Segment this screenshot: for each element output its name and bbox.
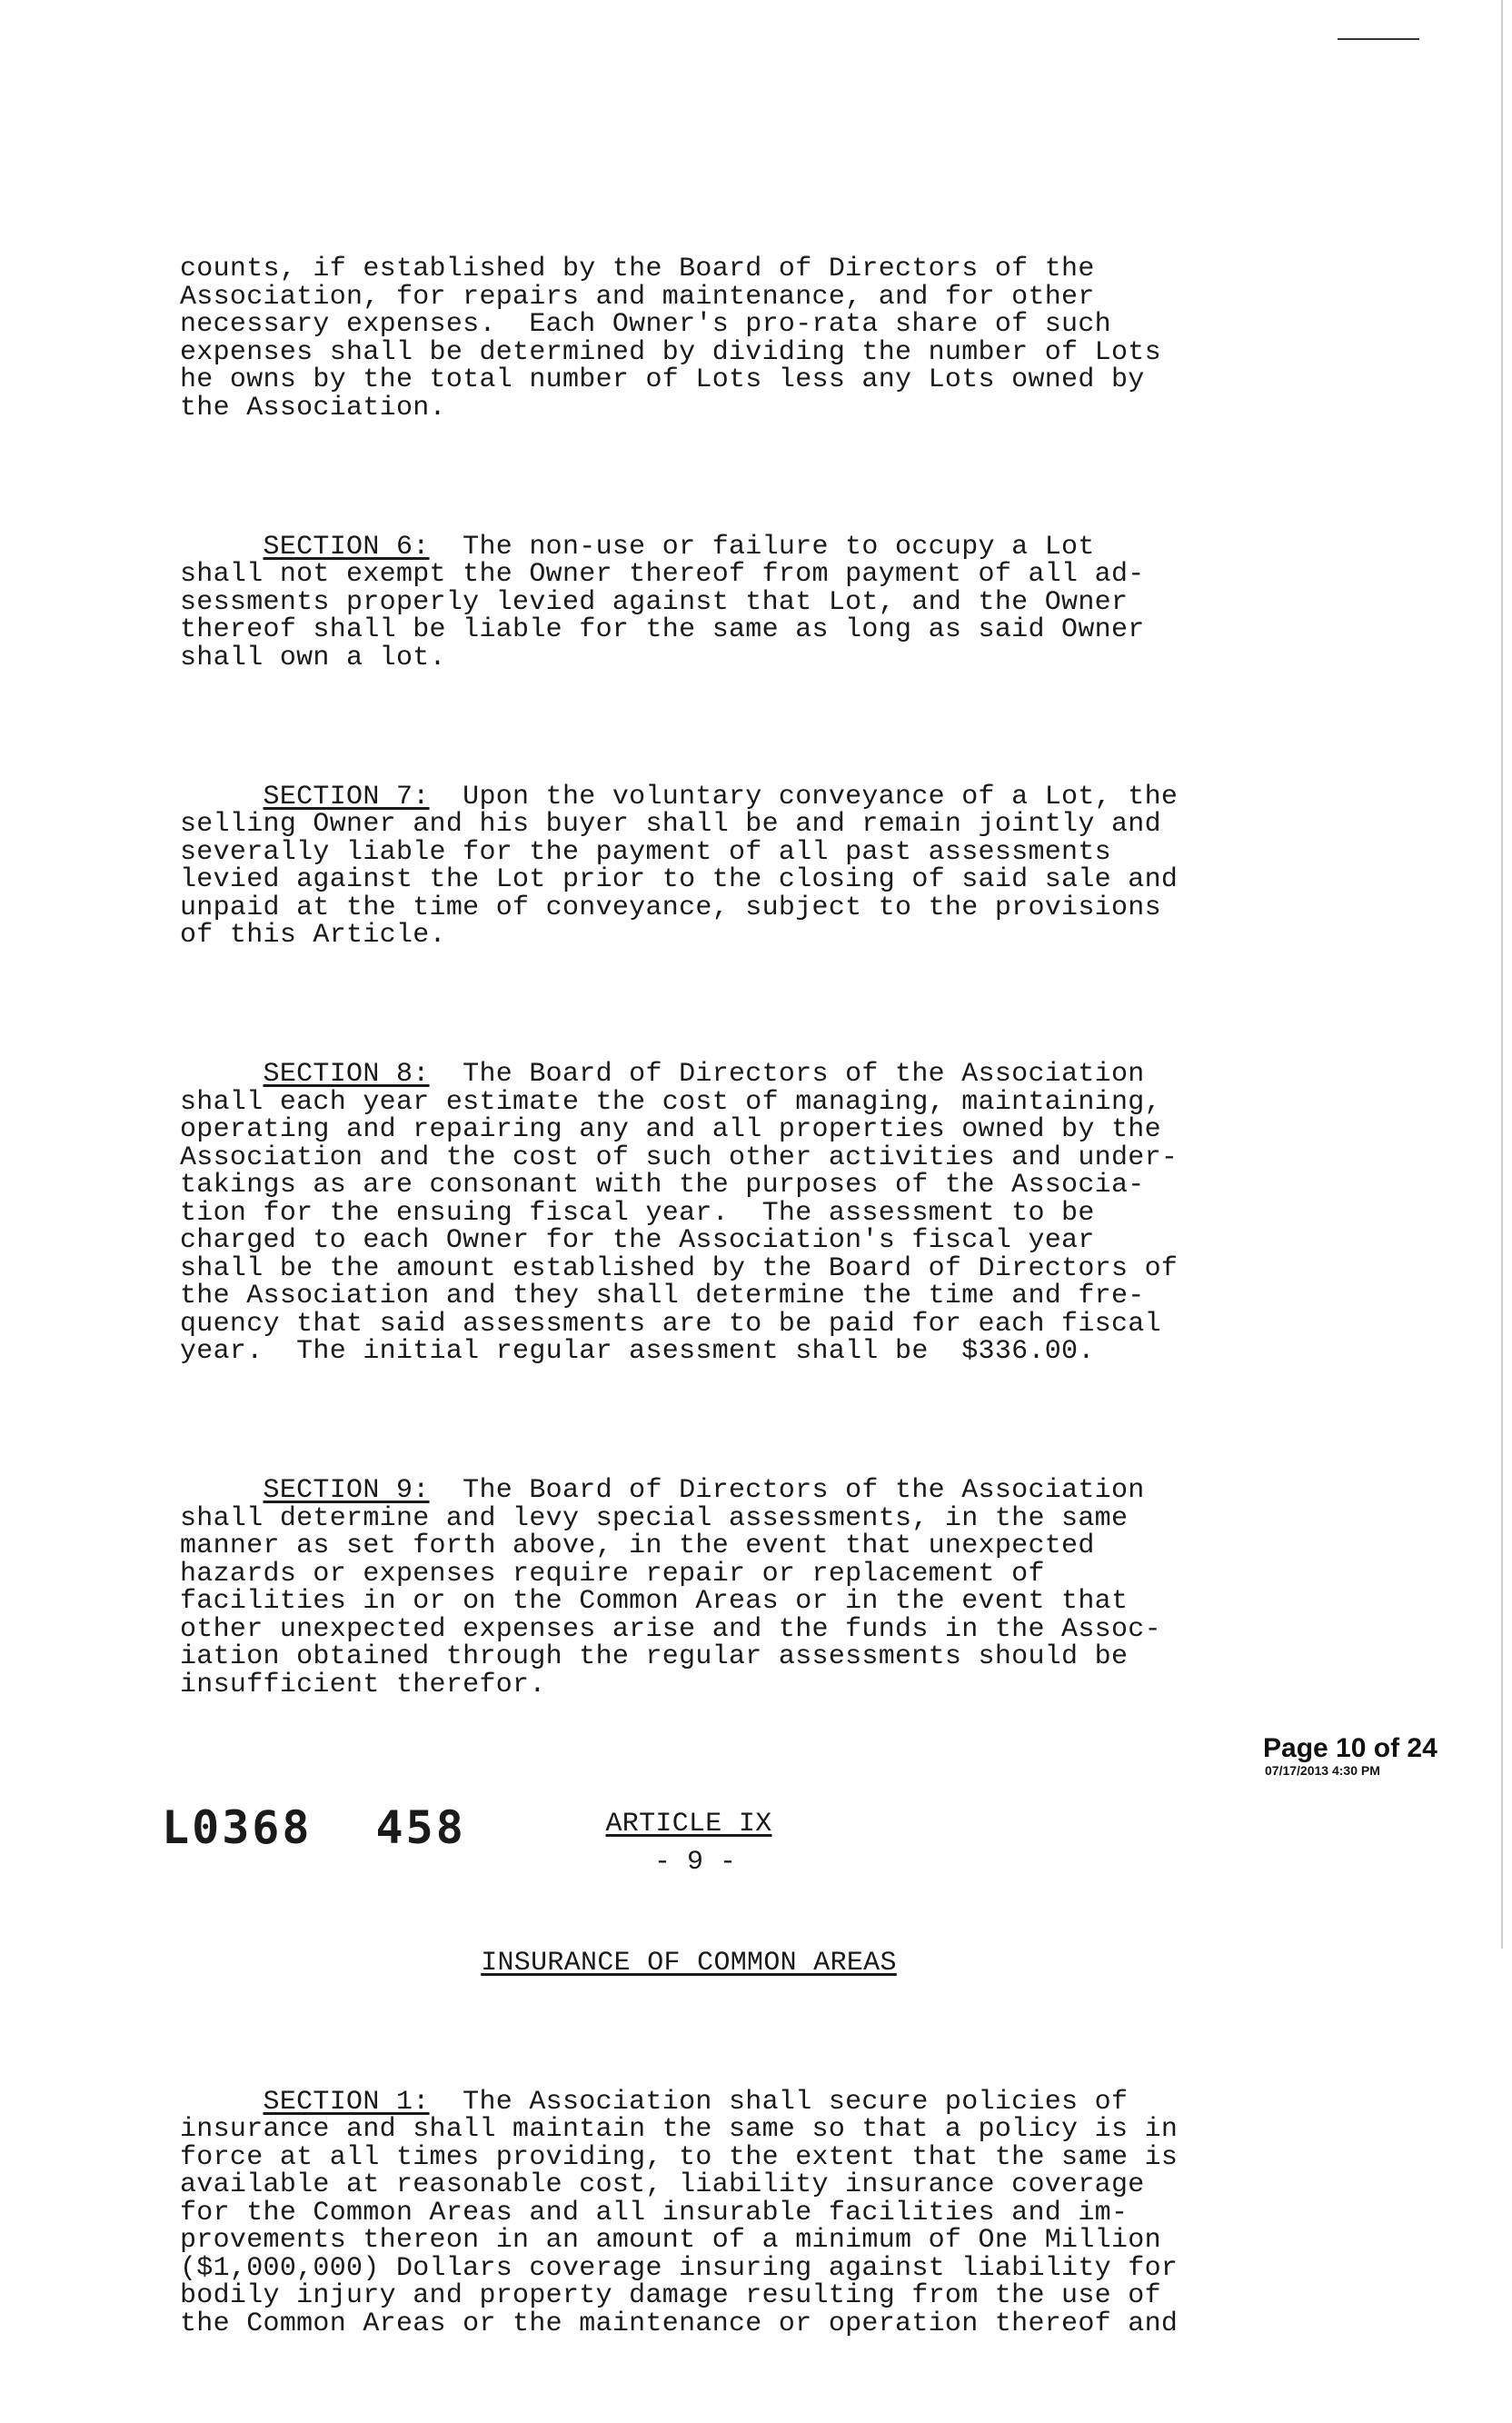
book-page-reference (162, 1801, 466, 1854)
article-title-text: INSURANCE OF COMMON AREAS (481, 1947, 897, 1979)
scan-edge-line (1501, 0, 1503, 1949)
section-7-label: SECTION 7: (263, 781, 430, 813)
article-section-1-label: SECTION 1: (263, 2086, 430, 2118)
page-number: - 9 - (654, 1847, 737, 1878)
paragraph-intro-text: counts, if established by the Board of Directors of the Association, for repairs and maintenance, and for other necessary expenses. Each Owner's pro-rata share of such expenses shall be determined by dividing the number of Lots he owns by the total number of Lots less any Lots owned by the Association. (180, 254, 1161, 424)
section-8 (180, 1061, 1216, 1366)
stamp-page-label: Page 10 of 24 (1263, 1733, 1437, 1763)
article-heading-text: ARTICLE IX (605, 1808, 772, 1840)
section-6-label: SECTION 6: (263, 531, 430, 563)
article-title (180, 1949, 1198, 1978)
section-8-text: The Board of Directors of the Association shall each year estimate the cost of managing, maintaining, operating and repairing any and all properties owned by the Association and the cost of such other activities and under- takings as are consonant with the purposes of the Associa- tion for the ensuing fiscal year. The assessment to be charged to each Owner for the Association's fiscal year shall be the amount established by the Board of Directors of the Association and they shall determine the time and fre- quency that said assessments are to be paid for each fiscal year. The initial regular asessment shall be $336.00. (180, 1059, 1179, 1367)
stamp-datetime: 07/17/2013 4:30 PM (1265, 1763, 1380, 1778)
section-7-text: Upon the voluntary conveyance of a Lot, the selling Owner and his buyer shall be and remain jointly and severally liable for the payment of all past assessments levied against the Lot prior to the closing of said sale and unpaid at the time of conveyance, subject to the provisions of this Article. (180, 781, 1179, 951)
section-6 (180, 533, 1216, 673)
book-page-number: 458 (375, 1801, 466, 1854)
section-8-label: SECTION 8: (263, 1059, 430, 1090)
paragraph-intro (180, 255, 1216, 422)
book-number: L0368 (162, 1801, 313, 1854)
document-body (180, 200, 1216, 2421)
top-rule (1338, 38, 1419, 40)
section-9 (180, 1477, 1216, 1699)
article-section-1-text: The Association shall secure policies of insurance and shall maintain the same so that a policy is in force at all times providing, to the extent that the same is available at reasonable cost, liability insurance coverage for the Common Areas and all insurable facilities and im- provements thereon in an amount of a minimum of One Million ($1,000,000) Dollars coverage insuring against liability for bodily injury and property damage resulting from the use of the Common Areas or the maintenance or operation thereof and (180, 2086, 1179, 2339)
section-9-label: SECTION 9: (263, 1475, 430, 1506)
section-6-text: The non-use or failure to occupy a Lot shall not exempt the Owner thereof from payment of all ad- sessments properly levied against that Lot, and the Owner thereof shall be liable for the same as long as said Owner shall own a lot. (180, 531, 1145, 673)
article-section-1 (180, 2086, 1216, 2339)
recording-stamp (1263, 1734, 1437, 1778)
section-9-text: The Board of Directors of the Association shall determine and levy special assessments, in the same manner as set forth above, in the event that unexpected hazards or expenses require repair or replacement of facilities in or on the Common Areas or in the event that other unexpected expenses arise and the funds in the Assoc- iation obtained through the regular assessments should be insufficient therefor. (180, 1475, 1161, 1700)
section-7 (180, 783, 1216, 950)
